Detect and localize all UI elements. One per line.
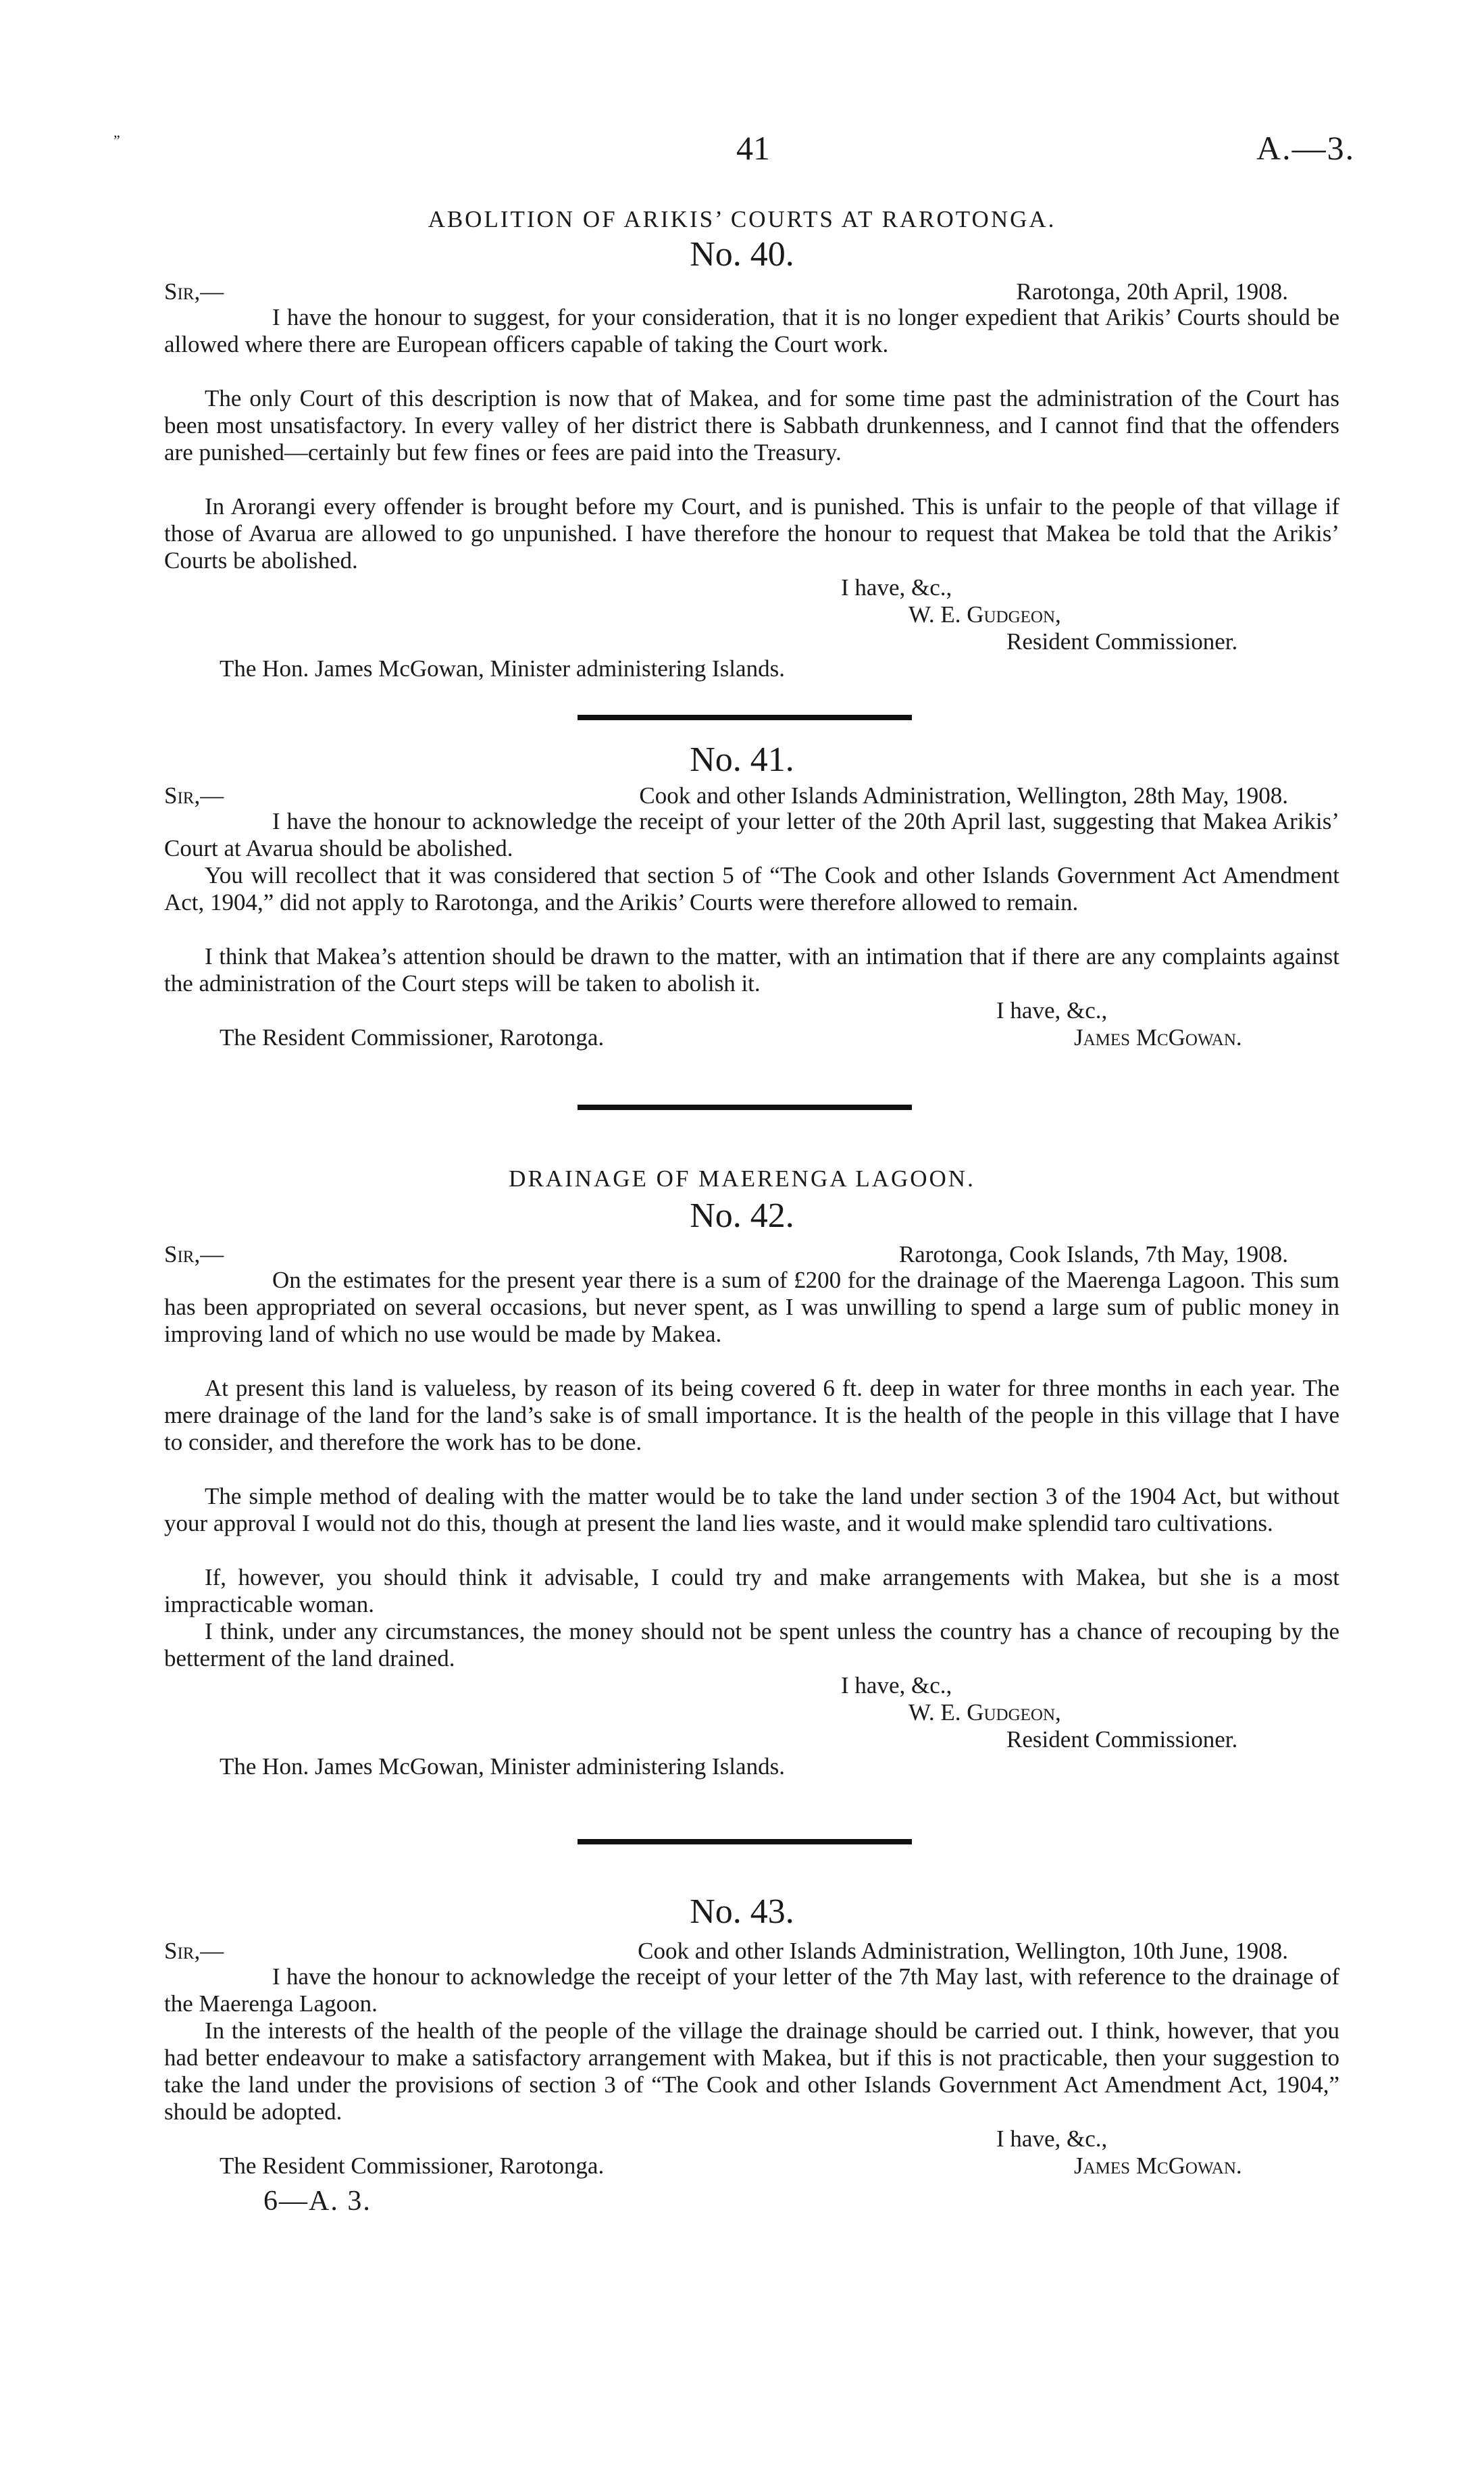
document-reference: A.—3. [1256,129,1356,167]
closing: I have, &c., [996,997,1108,1024]
section-heading-maerenga-drainage: DRAINAGE OF MAERENGA LAGOON. [509,1165,975,1192]
printer-signature-mark: 6—A. 3. [263,2186,372,2217]
salutation: Sir,— [164,278,224,305]
section-heading-arikis-courts: ABOLITION OF ARIKIS’ COURTS AT RAROTONGA. [428,206,1056,232]
paragraph: I have the honour to acknowledge the receipt of your letter of the 7th May last, with reference to the drainage of the Maerenga Lagoon. [164,1963,1339,2017]
letter-number-41: No. 41. [690,740,794,779]
paragraph: I have the honour to acknowledge the receipt of your letter of the 20th April last, suggesting that Makea Arikis’ Court at Avarua should be abolished. [164,808,1339,861]
corner-mark: ” [113,132,120,149]
dateline: Rarotonga, 20th April, 1908. [1016,278,1288,305]
dateline: Cook and other Islands Administration, Wellington, 28th May, 1908. [639,782,1288,809]
paragraph: The simple method of dealing with the matter would be to take the land under section 3 of the 1904 Act, but without your approval I would not do this, though at present the land lies waste, and it would make splendid taro cultivations. [164,1483,1339,1536]
dateline: Rarotonga, Cook Islands, 7th May, 1908. [898,1241,1288,1267]
paragraph: I have the honour to suggest, for your consideration, that it is no longer expedient that Arikis’ Courts should be allowed where there are European officers capable of taking the Court work. [164,304,1339,357]
closing: I have, &c., [841,1672,952,1698]
signature: W. E. Gudgeon, [909,601,1061,628]
letter-number-43: No. 43. [690,1892,794,1931]
paragraph: At present this land is valueless, by reason of its being covered 6 ft. deep in water for three months in each year. The mere drainage of the land for the land’s sake is of small importance. It is the health of the people in this village that I have to consider, and therefore the work has to be done. [164,1375,1339,1455]
signer-title: Resident Commissioner. [1006,1726,1238,1753]
paragraph: The only Court of this description is now that of Makea, and for some time past the administration of the Court has been most unsatisfactory. In every valley of her district there is Sabbath drunkenness, and I cannot find that the offenders are punished—certainly but few fines or fees are paid into the Treasury. [164,385,1339,465]
letter-number-42: No. 42. [690,1197,794,1235]
signature: James McGowan. [1074,1024,1242,1051]
paragraph: In the interests of the health of the people of the village the drainage should be carried out. I think, however, that you had better endeavour to make a satisfactory arrangement with Makea, but if this is not practicable, then your suggestion to take the land under the provisions of section 3 of “The Cook and other Islands Government Act Amendment Act, 1904,” should be adopted. [164,2017,1339,2125]
section-divider [578,1839,912,1844]
addressee: The Resident Commissioner, Rarotonga. [220,2153,605,2179]
paragraph: I think that Makea’s attention should be drawn to the matter, with an intimation that if there are any complaints against the administration of the Court steps will be taken to abolish it. [164,943,1339,997]
letter-number-40: No. 40. [690,235,794,274]
section-divider [578,715,912,720]
paragraph: On the estimates for the present year there is a sum of £200 for the drainage of the Maerenga Lagoon. This sum has been appropriated on several occasions, but never spent, as I was unwilling to spend a large sum of public money in improving land of which no use would be made by Makea. [164,1267,1339,1347]
paragraph: In Arorangi every offender is brought before my Court, and is punished. This is unfair to the people of that village if those of Avarua are allowed to go unpunished. I have therefore the honour to request that Makea be told that the Arikis’ Courts be abolished. [164,493,1339,574]
paragraph: You will recollect that it was considered that section 5 of “The Cook and other Islands Government Act Amendment Act, 1904,” did not apply to Rarotonga, and the Arikis’ Courts were therefore allowed to remain. [164,862,1339,915]
section-divider [578,1105,912,1110]
paragraph: I think, under any circumstances, the money should not be spent unless the country has a chance of recouping by the betterment of the land drained. [164,1618,1339,1671]
page-number: 41 [736,129,770,167]
salutation: Sir,— [164,1241,224,1267]
paragraph: If, however, you should think it advisable, I could try and make arrangements with Makea, but she is a most impracticable woman. [164,1564,1339,1617]
signature: James McGowan. [1074,2153,1242,2179]
dateline: Cook and other Islands Administration, Wellington, 10th June, 1908. [638,1938,1288,1964]
signature: W. E. Gudgeon, [909,1699,1061,1726]
salutation: Sir,— [164,782,224,809]
closing: I have, &c., [841,574,952,601]
addressee: The Hon. James McGowan, Minister administering Islands. [220,655,785,682]
addressee: The Resident Commissioner, Rarotonga. [220,1024,605,1051]
closing: I have, &c., [996,2125,1108,2152]
signer-title: Resident Commissioner. [1006,628,1238,655]
addressee: The Hon. James McGowan, Minister administering Islands. [220,1753,785,1780]
salutation: Sir,— [164,1938,224,1964]
